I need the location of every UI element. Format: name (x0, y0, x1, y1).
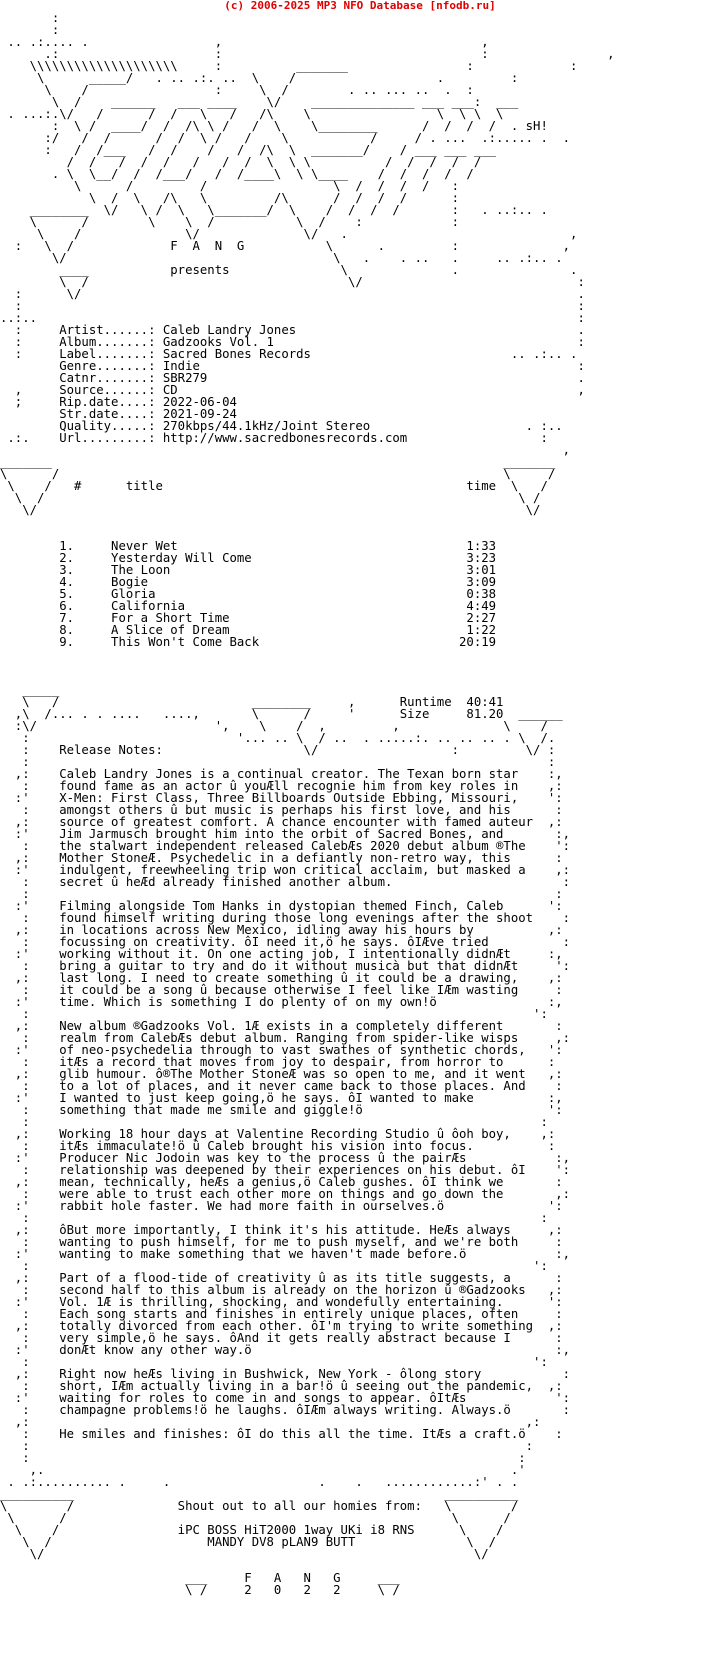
nfodb-header: (c) 2006-2025 MP3 NFO Database [nfodb.ru] (224, 0, 496, 12)
nfo-document: : : .. .:.... . , , .: : : , \\\\\\\\\\\\\\\\\\\\ : _______ : : \ _____/ . .. .:. .. \ / . : \ / : \ / . .. ... .. . : \ / ______ ___ ____ \/ ______________ ___ ___: ___ . ...:.\/ / / / \ / /\ \ \ \ \ \ : \ / ____/ / /\ \ / / \ \________ / / / / . sH! :/ / / / / \ / / \ / / . ... .:..... . . : / /___ / / / / /\ \ _______/ / ___ ___ ___ / / / / / / / / \ \ \ / / / / / . \ \__/ / /___/ / /____\ \ \____ / / / / / \ / / \ / / / / : \ / \ /\ \ /\ / / / / : ________ \/ \ / \ \_______/ \ / / / / : . ..:.. . \ / \ \ / \ / : : \ / \/ \/ . , : \ / F A N G \ . : , \/ \ . . .. . .. .:.. . ____ presents \ . . \ / \/ : : \/ . : : ..:.. : : Artist......: Caleb Landry Jones . : Album.......: Gadzooks Vol. 1 : : Label.......: Sacred Bones Records .. .:.. . Genre.......: Indie : Catnr.......: SBR279 . , Source......: CD , ; Rip.date....: 2022-06-04 Str.date....: 2021-09-24 Quality.....: 270kbps/44.1kHz/Joint Stereo . :.. .:. Url.........: http://www.sacredbonesrecords.com : , _______ _______ \ / \ / \ / # title time \ / \ / \ / \/ \/ 1. Never Wet 1:33 2. Yesterday Will Come 3:23 3. The Loon 3:01 4. Bogie 3:09 5. Gloria 0:38 6. California 4:49 7. For a Short Time 2:27 8. A Slice of Dream 1:22 9. This Won't Come Back 20:19 _____ \ / ________ , Runtime 40:41 ,\ /... . . .... ...., \ / ' Size 81.20 ______ :\/ ', \ / , , \ / : '... .. \ / .. . .....:. .. .. .. . \ /. : Release Notes: \/ : \/ : : : ,: Caleb Landry Jones is a continual creator. The Texan born star :, : found fame as an actor û youÆll recognie him from key roles in ,: :' X-Men: First Class, Three Billboards Outside Ebbing, Missouri, ': : amongst others û but music is perhaps his first love, and his : ,: source of greatest comfort. A chance encounter with famed auteur ,: :' Jim Jarmusch brought him into the orbit of Sacred Bones, and :, : the stalwart independent released CalebÆs 2020 debut album ®The ': ,: Mother StoneÆ. Psychedelic in a defiantly non-retro way, this : :' indulgent, freewheeling trip won critical acclaim, but masked a ,: : secret û heÆd already finished another album. : : : :' Filming alongside Tom Hanks in dystopian themed Finch, Caleb ': : found himself writing during those long evenings after the shoot : ,: in locations across New Mexico, idling away his hours by ,: : focussing on creativity. ôI need it,ö he says. ôIÆve tried : :' working without it. On one acting job, I intentionally didnÆt :, : bring a guitar to try and do it without musicà but that didnÆt ': ,: last long. I need to create something û it could be a drawing, ,: : it could be a song û because otherwise I feel like IÆm wasting : :' time. Which is something I do plenty of on my own!ö :, : ': ,: New album ®Gadzooks Vol. 1Æ exists in a completely different : : realm from CalebÆs debut album. Ranging from spider-like wisps ,: :' of neo-psychedelia through to vast swathes of synthetic chords, ': : itÆs a record that moves from joy to despair, from horror to : ,: glib humour. ô®The Mother StoneÆ was so open to me, and it went ,: : to a lot of places, and it never came back to those places. And : :' I wanted to just keep going,ö he says. ôI wanted to make :, : something that made me smile and giggle!ö ': : : ,: Working 18 hour days at Valentine Recording Studio û ôoh boy, ,: : itÆs immaculate!ö û Caleb brought his vision into focus. : :' Producer Nic Jodoin was key to the process û the pairÆs :, : relationship was deepened by their experiences on his debut. ôI ': ,: mean, technically, heÆs a genius,ö Caleb gushes. ôI think we : : were able to trust each other more on things and go down the ,: :' rabbit hole faster. We had more faith in ourselves.ö ': : : ,: ôBut more importantly, I think it's his attitude. HeÆs always ,: : wanting to push himself, for me to push myself, and we're both : :' wanting to make something that we haven't made before.ö :, : ': ,: Part of a flood-tide of creativity û as its title suggests, a : : second half to this album is already on the horizon û ®Gadzooks ,: :' Vol. 1Æ is thrilling, shocking, and wondefully entertaining. ': : Each song starts and finishes in entirely unique places, often : ,: totally divorced from each other. ôI'm trying to write something ,: : very simple,ö he says. ôAnd it gets really abstract because I : :' donÆt know any other way.ö :, : ': ,: Right now heÆs living in Bushwick, New York - ôlong story : : short, IÆm actually living in a bar!ö û seeing out the pandemic, ,: :' waiting for roles to come in and songs to appear. ôItÆs ': : champagne problems!ö he laughs. ôIÆm always writing. Always.ö : ,: ,: : He smiles and finishes: ôI do this all the time. ItÆs a craft.ö : : : : : ,. .' . .:.......... . . . . ............:' . . __________ __________ \ / Shout out to all our homies from: \ / \ / \ / \ / iPC BOSS HiT2000 1way UKi i8 RNS \ / \ / MANDY DV8 pLAN9 BUTT \ / \/ \/ ___ F A N G ___ \ / 2 0 2 2 \ / (0, 12, 615, 1596)
